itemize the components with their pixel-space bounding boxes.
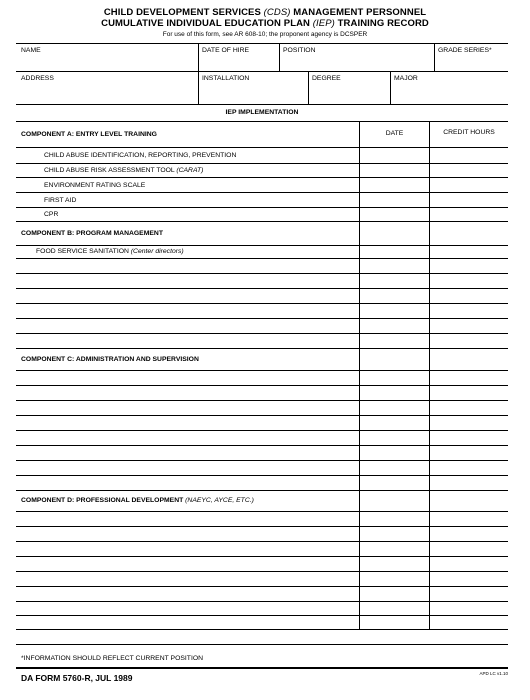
divider <box>198 43 199 71</box>
table-row-line <box>16 303 508 304</box>
divider <box>279 43 280 71</box>
table-row-line <box>16 400 508 401</box>
table-row-line <box>16 556 508 557</box>
component-b-title: COMPONENT B: PROGRAM MANAGEMENT <box>21 230 163 237</box>
table-row-line <box>16 333 508 334</box>
table-row-line <box>16 163 508 164</box>
degree-field[interactable]: DEGREE <box>312 75 341 82</box>
training-item-carat: CHILD ABUSE RISK ASSESSMENT TOOL (CARAT) <box>44 167 204 174</box>
training-item-first-aid: FIRST AID <box>44 197 77 204</box>
date-of-hire-field[interactable]: DATE OF HIRE <box>202 47 250 54</box>
form-number: DA FORM 5760-R, JUL 1989 <box>21 673 133 683</box>
table-row-line <box>16 288 508 289</box>
table-row-line <box>16 475 508 476</box>
table-row-line <box>16 192 508 193</box>
component-c-title: COMPONENT C: ADMINISTRATION AND SUPERVISION <box>21 356 199 363</box>
date-column-divider <box>359 121 360 629</box>
version-label: APD LC v1.10 <box>479 671 508 676</box>
table-row-line <box>16 415 508 416</box>
table-row-line <box>16 460 508 461</box>
form-subtitle: For use of this form, see AR 608-10; the proponent agency is DCSPER <box>162 31 368 38</box>
table-row-line <box>16 370 508 371</box>
table-row-line <box>16 318 508 319</box>
table-row-line <box>16 490 508 491</box>
address-field[interactable]: ADDRESS <box>21 75 54 82</box>
table-row-line <box>16 258 508 259</box>
training-item-environment-rating-scale: ENVIRONMENT RATING SCALE <box>44 182 146 189</box>
table-row-line <box>16 586 508 587</box>
grade-series-field[interactable]: GRADE SERIES* <box>438 47 492 54</box>
table-row-line <box>16 207 508 208</box>
table-row-line <box>16 615 508 616</box>
table-row-line <box>16 445 508 446</box>
major-field[interactable]: MAJOR <box>394 75 418 82</box>
table-row-line <box>16 526 508 527</box>
training-item-child-abuse-identification: CHILD ABUSE IDENTIFICATION, REPORTING, PREVENTION <box>44 152 237 159</box>
credit-hours-column-header: CREDIT HOURS <box>443 129 495 136</box>
table-row-line <box>16 571 508 572</box>
component-a-title: COMPONENT A: ENTRY LEVEL TRAINING <box>21 131 157 138</box>
divider <box>434 43 435 71</box>
table-row-line <box>16 147 508 148</box>
table-row-line <box>16 221 508 222</box>
table-row-line <box>16 385 508 386</box>
rule <box>16 644 508 645</box>
date-column-header: DATE <box>385 130 404 137</box>
table-row-line <box>16 273 508 274</box>
rule <box>16 121 508 122</box>
form-title-line1: CHILD DEVELOPMENT SERVICES (CDS) MANAGEMENT PERSONNEL <box>103 7 427 18</box>
rule <box>16 71 508 72</box>
position-field[interactable]: POSITION <box>283 47 316 54</box>
installation-field[interactable]: INSTALLATION <box>202 75 250 82</box>
table-row-line <box>16 601 508 602</box>
credit-hours-column-divider <box>429 121 430 629</box>
footer-rule <box>16 667 508 669</box>
name-field[interactable]: NAME <box>21 47 41 54</box>
training-item-food-service-sanitation: FOOD SERVICE SANITATION (Center directors) <box>36 248 184 255</box>
divider <box>308 71 309 104</box>
table-row-line <box>16 348 508 349</box>
table-row-line <box>16 541 508 542</box>
rule <box>16 104 508 105</box>
divider <box>390 71 391 104</box>
form-title-line2: CUMULATIVE INDIVIDUAL EDUCATION PLAN (IEP) TRAINING RECORD <box>101 18 429 29</box>
training-item-cpr: CPR <box>44 211 59 218</box>
table-row-line <box>16 245 508 246</box>
table-row-line <box>16 430 508 431</box>
current-position-footnote: *INFORMATION SHOULD REFLECT CURRENT POSITION <box>21 655 204 662</box>
iep-implementation-heading: IEP IMPLEMENTATION <box>225 109 299 116</box>
divider <box>198 71 199 104</box>
table-row-line <box>16 629 508 630</box>
component-d-title: COMPONENT D: PROFESSIONAL DEVELOPMENT (NAEYC, AYCE, ETC.) <box>21 497 254 504</box>
table-row-line <box>16 177 508 178</box>
table-row-line <box>16 511 508 512</box>
